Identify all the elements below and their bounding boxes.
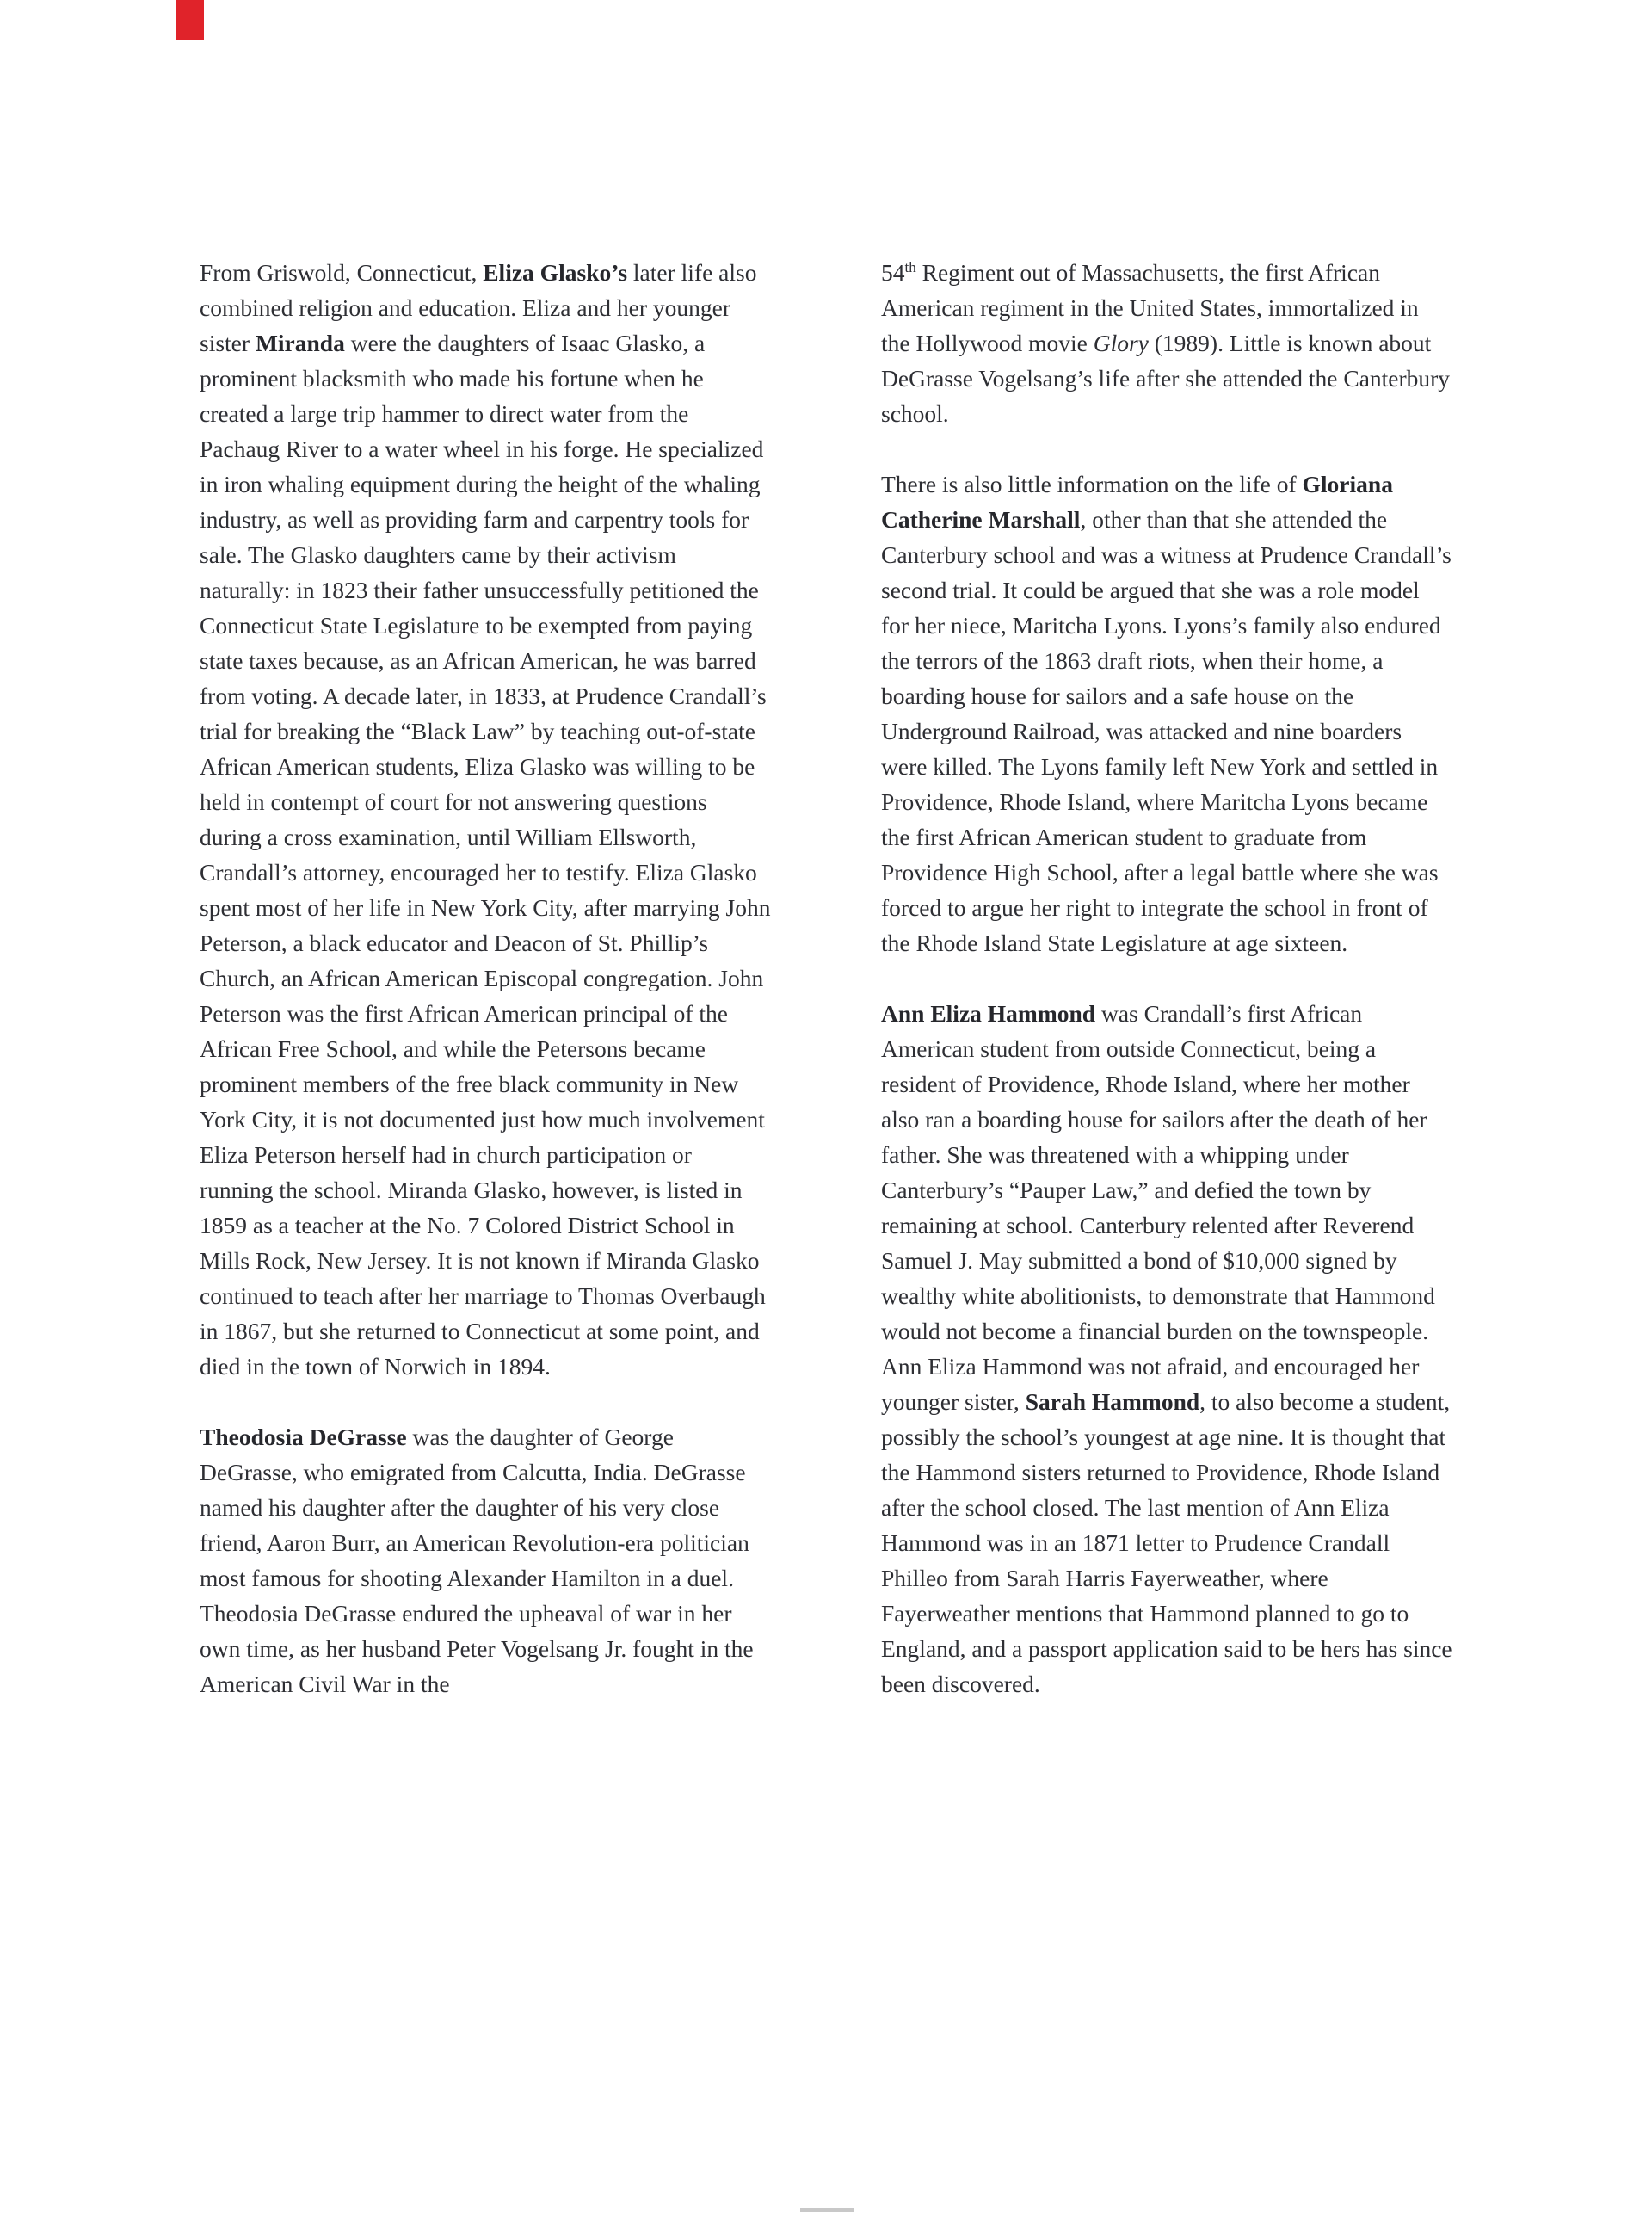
text-run-b: Eliza Glasko’s xyxy=(483,259,628,286)
text-run-b: Theodosia DeGrasse xyxy=(200,1423,407,1450)
text-run: , other than that she attended the Canterbury school and was a witness at Prudence Crandall’s second trial. It could be argued that she was a role model for her niece, Maritcha Lyons. Lyons’s family also endured the terrors of the 1863 draft riots, when their home, a boarding house for sailors and a safe house on the Underground Railroad, was attacked and nine boarders were killed. The Lyons family left New York and settled in Providence, Rhode Island, where Maritcha Lyons became the first African American student to graduate from Providence High School, after a legal battle where she was forced to argue her right to integrate the school in front of the Rhode Island State Legislature at age sixteen. xyxy=(881,506,1452,956)
paragraph xyxy=(200,1419,771,1701)
text-run: (1989). Little is known about DeGrasse Vogelsang’s life after she attended the Canterbury school. xyxy=(881,330,1451,427)
text-run-b: Sarah Hammond xyxy=(1025,1388,1200,1415)
bookmark-ribbon-icon xyxy=(176,0,204,40)
text-run: was the daughter of George DeGrasse, who emigrated from Calcutta, India. DeGrasse named his daughter after the daughter of his very close friend, Aaron Burr, an American Revolution-era politician most famous for shooting Alexander Hamilton in a duel. Theodosia DeGrasse endured the upheaval of war in her own time, as her husband Peter Vogelsang Jr. fought in the American Civil War in the xyxy=(200,1423,754,1697)
text-run: 54 xyxy=(881,259,905,286)
right-column xyxy=(881,255,1452,1701)
left-column xyxy=(200,255,771,1701)
text-run-i: Glory xyxy=(1093,330,1149,356)
paragraph xyxy=(881,996,1452,1701)
text-run: , to also become a student, possibly the school’s youngest at age nine. It is thought that the Hammond sisters returned to Providence, Rhode Island after the school closed. The last mention of Ann Eliza Hammond was in an 1871 letter to Prudence Crandall Philleo from Sarah Harris Fayerweather, where Fayerweather mentions that Hammond planned to go to England, and a passport application said to be hers has since been discovered. xyxy=(881,1388,1452,1697)
paragraph xyxy=(881,255,1452,431)
text-run-b: Ann Eliza Hammond xyxy=(881,1000,1096,1027)
text-run-b: Miranda xyxy=(255,330,345,356)
text-columns xyxy=(200,255,1452,1701)
paragraph xyxy=(881,466,1452,960)
text-run-sup: th xyxy=(904,258,916,275)
text-run: later life also combined religion and education. Eliza and her younger sister xyxy=(200,259,757,356)
page-bottom-mark xyxy=(800,2208,854,2212)
paragraph xyxy=(200,255,771,1384)
text-run: Regiment out of Massachusetts, the first African American regiment in the United States, immortalized in the Hollywood movie xyxy=(881,259,1419,356)
text-run: were the daughters of Isaac Glasko, a prominent blacksmith who made his fortune when he created a large trip hammer to direct water from the Pachaug River to a water wheel in his forge. He specialized in iron whaling equipment during the height of the whaling industry, as well as providing farm and carpentry tools for sale. The Glasko daughters came by their activism naturally: in 1823 their father unsuccessfully petitioned the Connecticut State Legislature to be exempted from paying state taxes because, as an African American, he was barred from voting. A decade later, in 1833, at Prudence Crandall’s trial for breaking the “Black Law” by teaching out-of-state African American students, Eliza Glasko was willing to be held in contempt of court for not answering questions during a cross examination, until William Ellsworth, Crandall’s attorney, encouraged her to testify. Eliza Glasko spent most of her life in New York City, after marrying John Peterson, a black educator and Deacon of St. Phillip’s Church, an African American Episcopal congregation. John Peterson was the first African American principal of the African Free School, and while the Petersons became prominent members of the free black community in New York City, it is not documented just how much involvement Eliza Peterson herself had in church participation or running the school. Miranda Glasko, however, is listed in 1859 as a teacher at the No. 7 Colored District School in Mills Rock, New Jersey. It is not known if Miranda Glasko continued to teach after her marriage to Thomas Overbaugh in 1867, but she returned to Connecticut at some point, and died in the town of Norwich in 1894. xyxy=(200,330,771,1380)
text-run-b: Gloriana Catherine Marshall xyxy=(881,471,1393,533)
text-run: was Crandall’s first African American student from outside Connecticut, being a resident of Providence, Rhode Island, where her mother also ran a boarding house for sailors after the death of her father. She was threatened with a whipping under Canterbury’s “Pauper Law,” and defied the town by remaining at school. Canterbury relented after Reverend Samuel J. May submitted a bond of $10,000 signed by wealthy white abolitionists, to demonstrate that Hammond would not become a financial burden on the townspeople. Ann Eliza Hammond was not afraid, and encouraged her younger sister, xyxy=(881,1000,1435,1415)
text-run: From Griswold, Connecticut, xyxy=(200,259,484,286)
text-run: There is also little information on the life of xyxy=(881,471,1303,497)
